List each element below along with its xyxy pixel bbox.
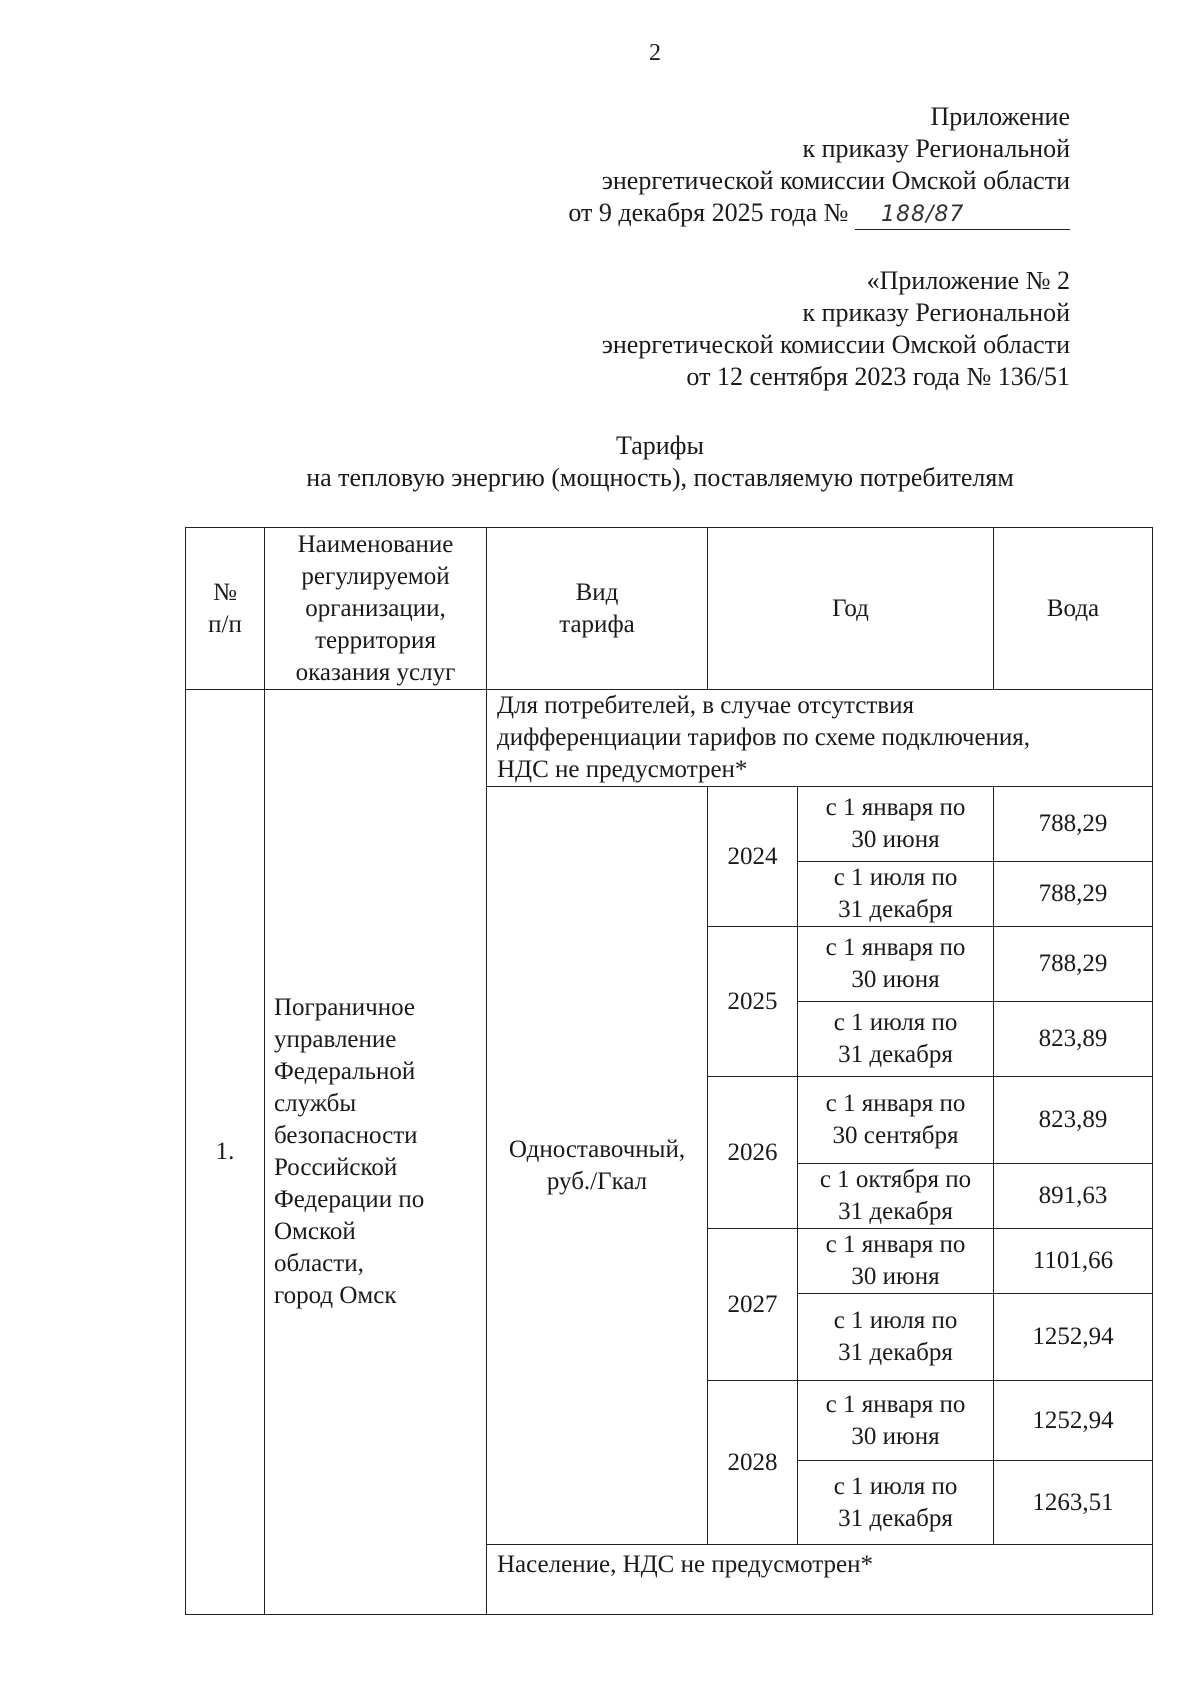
appendix2-line: к приказу Региональной	[802, 298, 1070, 327]
section-population: Население, НДС не предусмотрен*	[487, 1545, 1153, 1615]
appendix-line: Приложение	[930, 102, 1070, 131]
period-cell: с 1 января по 30 июня	[798, 787, 994, 862]
appendix-header	[568, 101, 1070, 230]
period-cell: с 1 июля по 31 декабря	[798, 1461, 994, 1545]
section-row	[186, 690, 1153, 787]
value-cell: 788,29	[994, 787, 1153, 862]
period-cell: с 1 октября по 31 декабря	[798, 1164, 994, 1229]
value-cell: 823,89	[994, 1002, 1153, 1077]
row-number: 1.	[186, 690, 265, 1615]
period-cell: с 1 января по 30 сентября	[798, 1077, 994, 1164]
header-water: Вода	[994, 528, 1153, 690]
header-year: Год	[708, 528, 994, 690]
period-cell: с 1 июля по 31 декабря	[798, 862, 994, 927]
appendix-date-line	[568, 197, 1070, 230]
appendix2-line: энергетической комиссии Омской области	[601, 330, 1070, 359]
header-num: № п/п	[186, 528, 265, 690]
title-line: Тарифы	[615, 431, 704, 460]
value-cell: 788,29	[994, 927, 1153, 1002]
period-cell: с 1 июля по 31 декабря	[798, 1294, 994, 1381]
year-cell: 2026	[708, 1077, 798, 1229]
appendix2-line: «Приложение № 2	[866, 266, 1070, 295]
period-cell: с 1 января по 30 июня	[798, 1381, 994, 1461]
year-cell: 2025	[708, 927, 798, 1077]
header-organization: Наименование регулируемой организации, территория оказания услуг	[265, 528, 487, 690]
value-cell: 788,29	[994, 862, 1153, 927]
appendix-line: к приказу Региональной	[802, 134, 1070, 163]
year-cell: 2024	[708, 787, 798, 927]
appendix2-line: от 12 сентября 2023 года № 136/51	[686, 362, 1070, 391]
value-cell: 823,89	[994, 1077, 1153, 1164]
appendix-date-prefix: от 9 декабря 2025 года №	[568, 198, 849, 227]
header-tariff-type: Вид тарифа	[487, 528, 708, 690]
header-row	[186, 528, 1153, 690]
value-cell: 1263,51	[994, 1461, 1153, 1545]
page-number: 2	[649, 40, 661, 66]
tariff-table	[185, 527, 1153, 1615]
section-consumers: Для потребителей, в случае отсутствия дифференциации тарифов по схеме подключения, НДС не предусмотрен*	[487, 690, 1153, 787]
appendix2-header	[602, 265, 1070, 393]
value-cell: 1101,66	[994, 1229, 1153, 1294]
value-cell: 1252,94	[994, 1381, 1153, 1461]
value-cell: 1252,94	[994, 1294, 1153, 1381]
appendix-line: энергетической комиссии Омской области	[601, 166, 1070, 195]
order-number-handwritten: 188/87	[855, 202, 1070, 230]
organization-name: Пограничное управление Федеральной службы безопасности Российской Федерации по Омской области, город Омск	[265, 690, 487, 1615]
period-cell: с 1 января по 30 июня	[798, 927, 994, 1002]
value-cell: 891,63	[994, 1164, 1153, 1229]
document-title	[0, 430, 1200, 494]
year-cell: 2028	[708, 1381, 798, 1545]
period-cell: с 1 января по 30 июня	[798, 1229, 994, 1294]
tariff-type: Одноставочный, руб./Гкал	[487, 787, 708, 1545]
year-cell: 2027	[708, 1229, 798, 1381]
period-cell: с 1 июля по 31 декабря	[798, 1002, 994, 1077]
subtitle-line: на тепловую энергию (мощность), поставляемую потребителям	[306, 463, 1014, 492]
